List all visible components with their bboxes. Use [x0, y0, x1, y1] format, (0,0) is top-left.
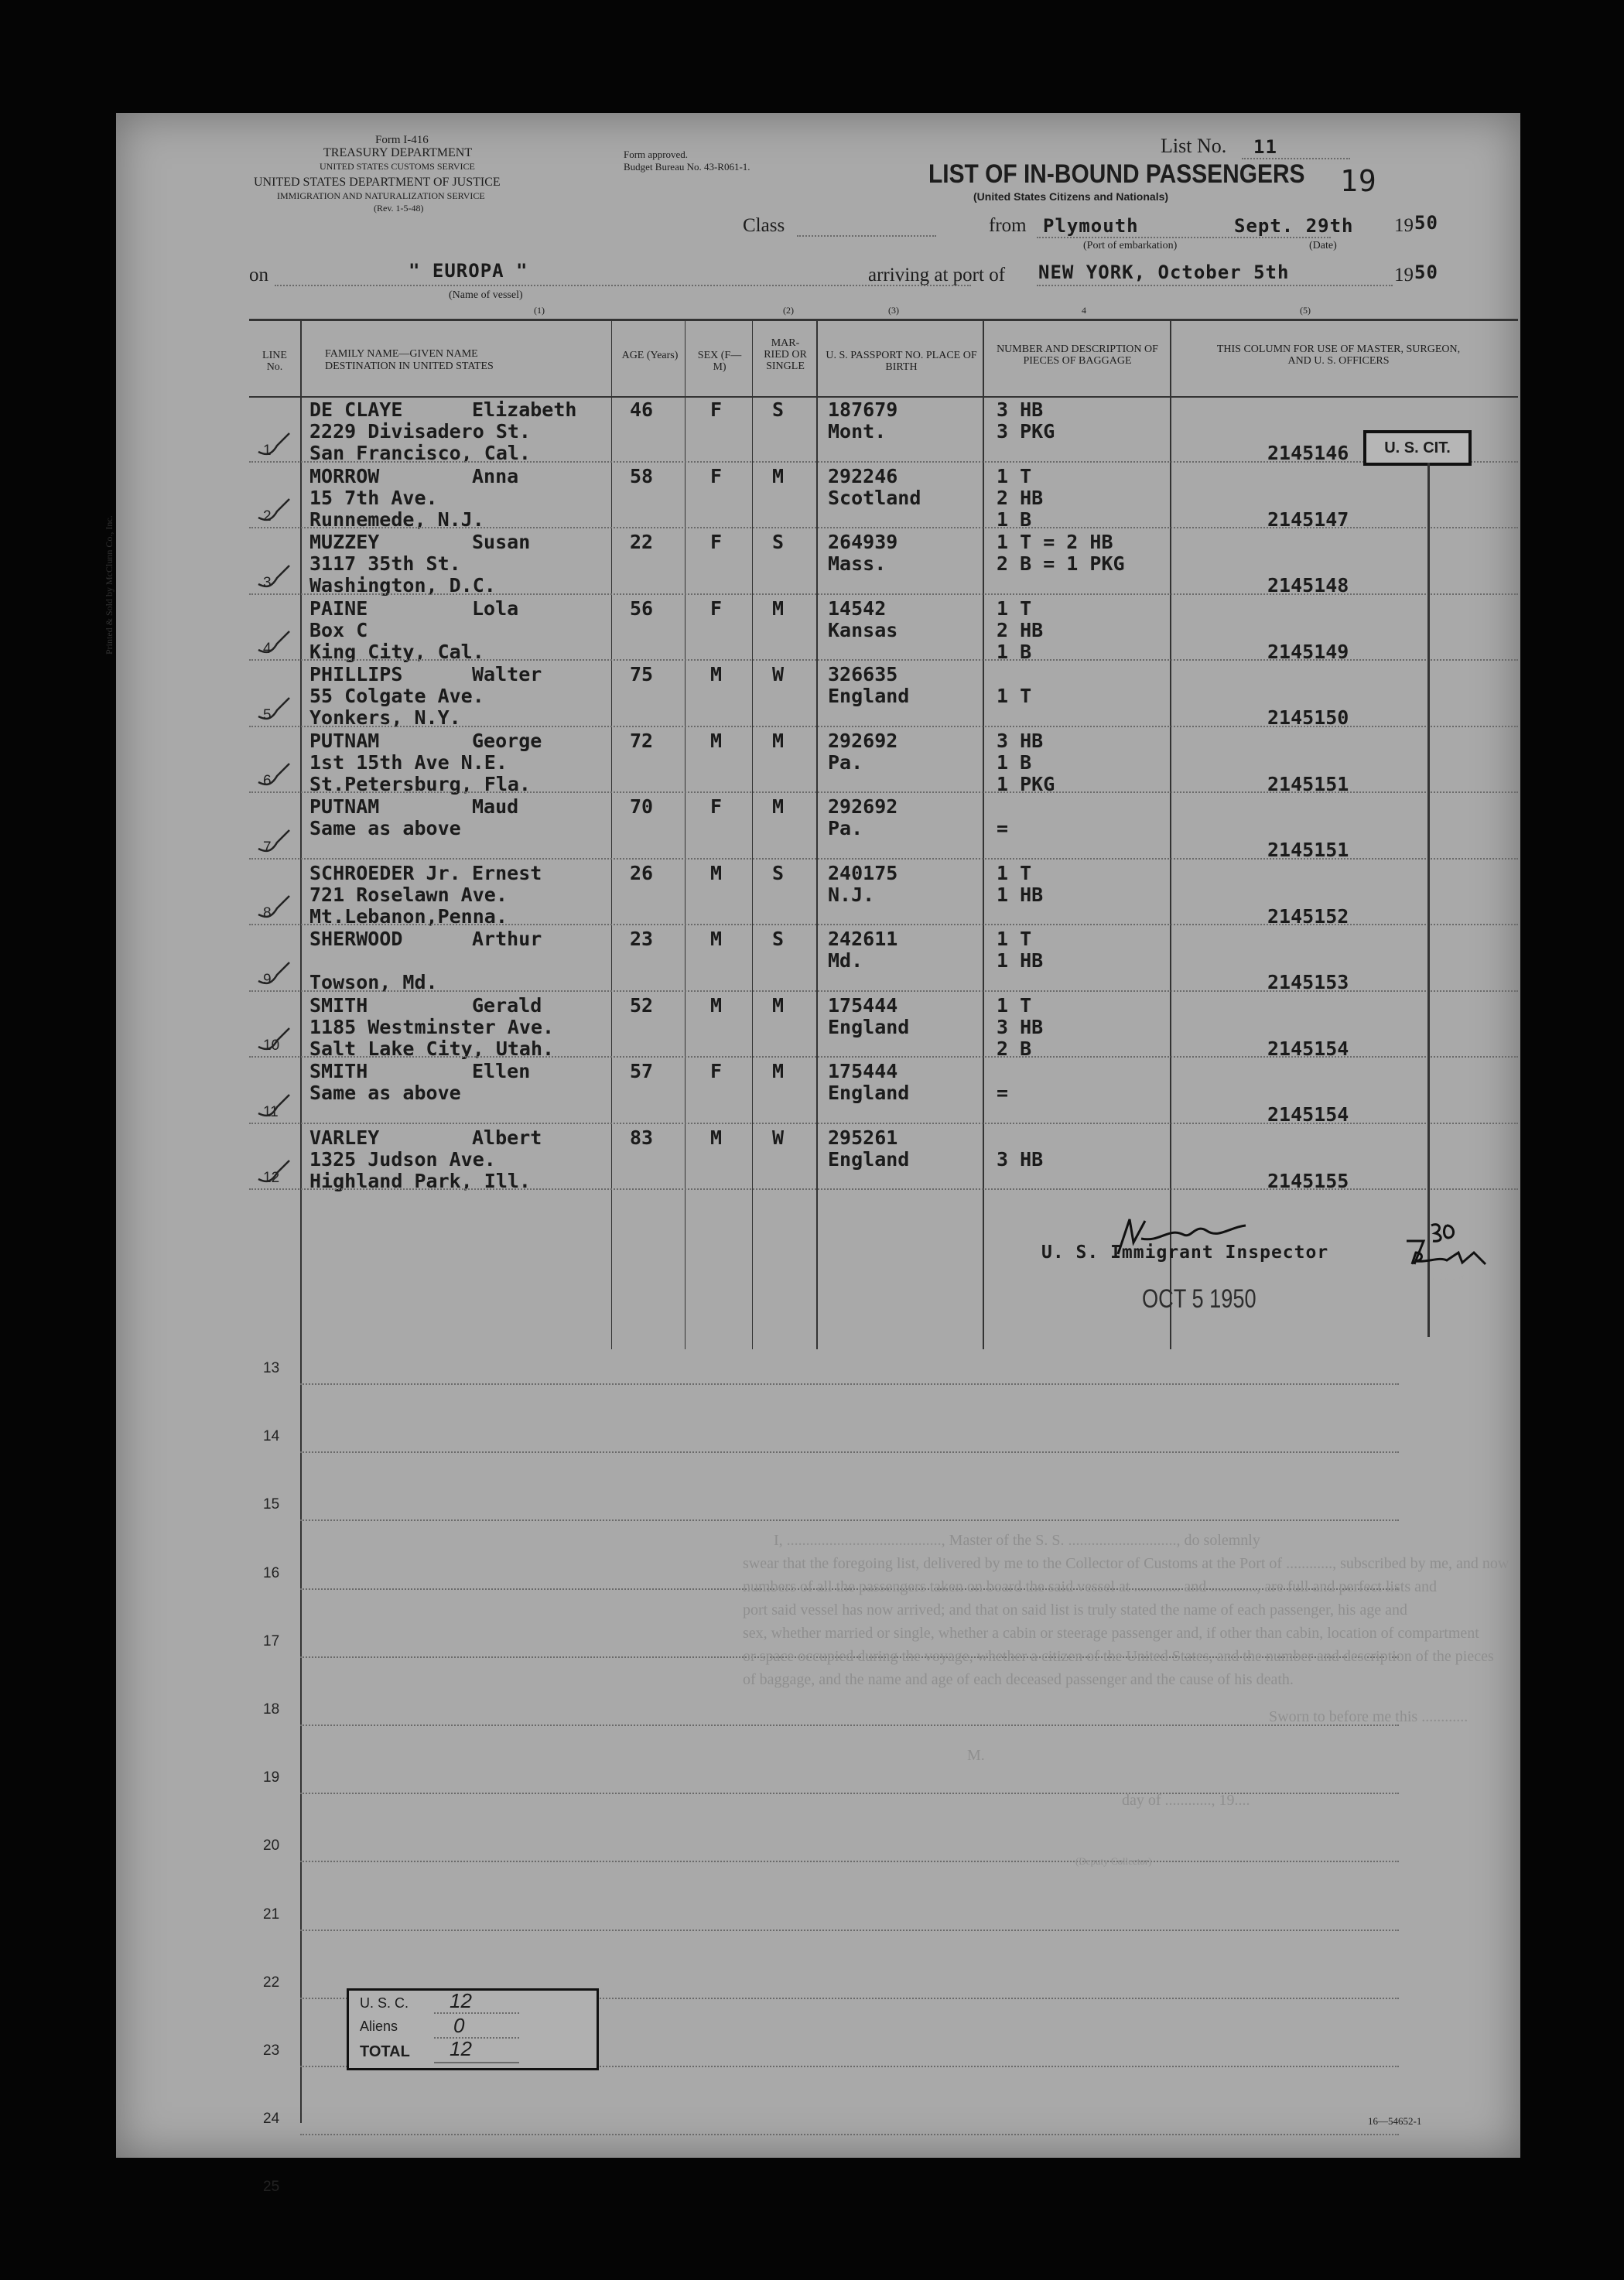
pax-officer-number: 2145147	[1267, 508, 1349, 531]
line-number: 1	[263, 442, 272, 459]
totals-box	[347, 1988, 599, 2070]
oath-collector: (Deputy Collector)	[1075, 1855, 1152, 1867]
pax-marital-status: S	[772, 861, 785, 884]
pax-passport-no: 292692	[828, 795, 898, 818]
arrival-year-prefix: 19	[1394, 265, 1414, 285]
vessel-caption: (Name of vessel)	[449, 289, 523, 301]
pax-address-street: 1185 Westminster Ave.	[309, 1015, 555, 1038]
arrival-year-suffix: 50	[1414, 261, 1438, 283]
passenger-row	[116, 793, 1520, 860]
check-mark-icon	[255, 693, 294, 724]
oath-line-2: swear that the foregoing list, delivered by me to the Collector of Customs at the Port of ............, subscribed by me, and now	[743, 1555, 1509, 1572]
table-top-rule	[249, 319, 1518, 321]
pax-marital-status: W	[772, 663, 785, 685]
vessel-line	[275, 285, 971, 286]
pax-family-name: MORROW	[309, 464, 380, 487]
customs-service: UNITED STATES CUSTOMS SERVICE	[320, 161, 475, 172]
list-subtitle: (United States Citizens and Nationals)	[973, 190, 1169, 203]
pax-officer-number: 2145154	[1267, 1037, 1349, 1060]
pax-officer-number: 2145154	[1267, 1103, 1349, 1126]
pax-family-name: SMITH	[309, 993, 368, 1017]
header-officers: THIS COLUMN FOR USE OF MASTER, SURGEON, AND U. S. OFFICERS	[1216, 344, 1461, 367]
pax-given-name: George	[472, 729, 542, 752]
pax-family-name: PHILLIPS	[309, 663, 403, 685]
date-caption: (Date)	[1309, 240, 1337, 251]
pax-age: 70	[630, 795, 654, 818]
date-stamp: OCT 5 1950	[1142, 1284, 1256, 1314]
pax-baggage-2: 3 PKG	[997, 420, 1055, 443]
header-married: MAR- RIED OR SINGLE	[764, 337, 807, 372]
pax-sex: M	[710, 1126, 723, 1149]
pax-address-city: Towson, Md.	[309, 971, 438, 993]
pax-age: 57	[630, 1060, 654, 1082]
revision: (Rev. 1-5-48)	[374, 203, 424, 214]
pax-given-name: Maud	[472, 795, 519, 818]
aliens-label: Aliens	[360, 2019, 398, 2034]
pax-given-name: Susan	[472, 531, 531, 553]
line-number: 8	[263, 905, 272, 921]
row-rule	[300, 2134, 1399, 2135]
manifest-sheet	[104, 113, 1520, 2196]
line-number: 13	[263, 1360, 280, 1376]
usc-value: 12	[450, 1989, 472, 2012]
pax-given-name: Elizabeth	[472, 398, 577, 421]
arrival-line	[1037, 285, 1393, 286]
budget-bureau: Budget Bureau No. 43-R061-1.	[624, 161, 750, 173]
header-age: AGE (Years)	[621, 350, 679, 361]
pax-baggage-2: =	[997, 1082, 1009, 1104]
passenger-row	[116, 661, 1520, 727]
pax-baggage-2: =	[997, 817, 1009, 839]
pax-baggage-2: 1 HB	[997, 949, 1044, 972]
list-no-label: List No.	[1161, 135, 1227, 157]
oath-m: M.	[967, 1747, 985, 1764]
inspector-time-note	[1400, 1218, 1493, 1280]
pax-address-city: Salt Lake City, Utah.	[309, 1037, 555, 1060]
inspector-title: U. S. Immigrant Inspector	[1041, 1243, 1329, 1263]
aliens-value: 0	[453, 2014, 465, 2037]
pax-age: 83	[630, 1126, 654, 1149]
line-number: 23	[263, 2042, 280, 2059]
pax-officer-number: 2145146	[1267, 442, 1349, 464]
pax-birthplace: Mont.	[828, 420, 887, 443]
pax-baggage-2: 3 HB	[997, 1015, 1044, 1038]
row-rule	[300, 1383, 1399, 1385]
pax-marital-status: M	[772, 993, 785, 1017]
pax-given-name: Lola	[472, 596, 519, 620]
check-mark-icon	[255, 1090, 294, 1121]
pax-age: 75	[630, 663, 654, 685]
pax-passport-no: 175444	[828, 993, 898, 1017]
pax-age: 72	[630, 729, 654, 752]
pax-officer-number: 2145151	[1267, 772, 1349, 795]
pax-given-name: Anna	[472, 464, 519, 487]
pax-birthplace: N.J.	[828, 883, 875, 906]
pax-marital-status: W	[772, 1126, 785, 1149]
pax-family-name: PUTNAM	[309, 729, 380, 752]
line-number: 16	[263, 1564, 280, 1581]
pax-address-city: St.Petersburg, Fla.	[309, 772, 531, 795]
total-line	[434, 2062, 519, 2063]
pax-address-city: San Francisco, Cal.	[309, 442, 531, 464]
pax-officer-number: 2145151	[1267, 839, 1349, 861]
pax-age: 58	[630, 464, 654, 487]
passenger-row	[116, 992, 1520, 1058]
pax-baggage-3: 1 B	[997, 640, 1032, 663]
port-embark-caption: (Port of embarkation)	[1083, 240, 1178, 251]
pax-baggage-3: 1 B	[997, 508, 1032, 531]
line-number: 10	[263, 1037, 280, 1054]
us-citizen-stamp	[1363, 430, 1472, 466]
pax-baggage-1: 1 T = 2 HB	[997, 531, 1113, 553]
pax-sex: M	[710, 861, 723, 884]
pax-sex: F	[710, 596, 723, 620]
aliens-line	[434, 2037, 519, 2039]
pax-age: 26	[630, 861, 654, 884]
pax-birthplace: England	[828, 1082, 910, 1104]
pax-sex: F	[710, 795, 723, 818]
check-mark-icon	[255, 891, 294, 922]
pax-passport-no: 14542	[828, 596, 887, 620]
pax-passport-no: 292246	[828, 464, 898, 487]
pax-family-name: SCHROEDER Jr.	[309, 861, 461, 884]
pax-baggage-1: 1 T	[997, 861, 1032, 884]
pax-baggage-1: 3 HB	[997, 398, 1044, 421]
pax-address-street: 15 7th Ave.	[309, 486, 438, 509]
line-number: 20	[263, 1837, 280, 1854]
line-number: 21	[263, 1906, 280, 1923]
header-passport: U. S. PASSPORT NO. PLACE OF BIRTH	[826, 350, 977, 373]
pax-marital-status: S	[772, 398, 785, 421]
pax-given-name: Gerald	[472, 993, 542, 1017]
pax-birthplace: England	[828, 685, 910, 707]
line-number: 19	[263, 1769, 280, 1786]
oath-line-4: port said vessel has now arrived; and that on said list is truly stated the name of each passenger, his age and	[743, 1601, 1407, 1619]
total-value: 12	[450, 2037, 472, 2060]
pax-officer-number: 2145148	[1267, 574, 1349, 596]
line-number: 2	[263, 508, 272, 525]
pax-sex: F	[710, 398, 723, 421]
pax-address-city: King City, Cal.	[309, 640, 484, 663]
line-number: 18	[263, 1701, 280, 1718]
pax-family-name: SHERWOOD	[309, 928, 403, 950]
from-label: from	[989, 215, 1027, 236]
row-rule	[300, 1725, 1399, 1726]
oath-sworn: Sworn to before me this ............	[1269, 1708, 1468, 1725]
header-name: FAMILY NAME—GIVEN NAME	[325, 348, 478, 360]
line-number: 4	[263, 641, 272, 657]
row-rule	[249, 1188, 1518, 1190]
pax-baggage-1: 1 T	[997, 928, 1032, 950]
line-number: 25	[263, 2179, 280, 2196]
pax-address-city: Runnemede, N.J.	[309, 508, 484, 531]
pax-address-street: 1325 Judson Ave.	[309, 1147, 496, 1171]
treasury-department: TREASURY DEPARTMENT	[323, 146, 473, 159]
pax-baggage-2: 2 B = 1 PKG	[997, 552, 1125, 575]
pax-address-street: 55 Colgate Ave.	[309, 685, 484, 707]
pax-officer-number: 2145150	[1267, 706, 1349, 729]
pax-passport-no: 175444	[828, 1060, 898, 1082]
pax-marital-status: M	[772, 729, 785, 752]
pax-marital-status: M	[772, 596, 785, 620]
year-suffix: 50	[1414, 212, 1438, 234]
pax-age: 46	[630, 398, 654, 421]
pax-age: 22	[630, 531, 654, 553]
header-baggage: NUMBER AND DESCRIPTION OF PIECES OF BAGGAGE	[997, 344, 1158, 367]
pax-address-city: Washington, D.C.	[309, 574, 496, 596]
pax-baggage-1: 1 T	[997, 596, 1032, 620]
pax-officer-number: 2145149	[1267, 640, 1349, 663]
from-line	[1037, 237, 1331, 238]
check-mark-icon	[255, 1024, 294, 1055]
pax-birthplace: Pa.	[828, 817, 863, 839]
pax-address-city: Highland Park, Ill.	[309, 1169, 531, 1192]
class-label: Class	[743, 215, 785, 236]
pax-address-street: Same as above	[309, 817, 461, 839]
check-mark-icon	[255, 1156, 294, 1187]
header-line-no: LINE No.	[262, 350, 287, 373]
header-destination: DESTINATION IN UNITED STATES	[325, 361, 494, 372]
pax-passport-no: 242611	[828, 928, 898, 950]
pax-passport-no: 187679	[828, 398, 898, 421]
line-number: 17	[263, 1632, 280, 1649]
pax-family-name: PAINE	[309, 596, 368, 620]
pax-baggage-1: 1 T	[997, 464, 1032, 487]
line-number: 24	[263, 2111, 280, 2128]
printer-credit: Printed & Sold by McClunn Co., Inc.	[104, 515, 115, 655]
pax-passport-no: 295261	[828, 1126, 898, 1149]
total-label: TOTAL	[360, 2043, 410, 2060]
pax-family-name: SMITH	[309, 1060, 368, 1082]
line-number: 22	[263, 1974, 280, 1991]
row-rule	[300, 1861, 1399, 1862]
pax-birthplace: England	[828, 1147, 910, 1171]
pax-baggage-1: 1 T	[997, 993, 1032, 1017]
pax-baggage-2: 2 HB	[997, 618, 1044, 641]
pax-officer-number: 2145153	[1267, 971, 1349, 993]
on-label: on	[249, 265, 268, 285]
passenger-row	[116, 860, 1520, 926]
pax-marital-status: M	[772, 795, 785, 818]
pax-passport-no: 264939	[828, 531, 898, 553]
pax-age: 23	[630, 928, 654, 950]
passenger-row	[116, 727, 1520, 794]
pax-baggage-2: 1 HB	[997, 883, 1044, 906]
line-number: 5	[263, 706, 272, 723]
check-mark-icon	[255, 561, 294, 592]
pax-sex: M	[710, 663, 723, 685]
passenger-row	[116, 396, 1520, 463]
line-number: 7	[263, 839, 272, 856]
col-number-4: 4	[1082, 305, 1086, 316]
pax-given-name: Albert	[472, 1126, 542, 1149]
oath-line-7: of baggage, and the name and age of each deceased passenger and the cause of his death.	[743, 1671, 1294, 1688]
form-number: Form I-416	[375, 134, 429, 146]
pax-given-name: Walter	[472, 663, 542, 685]
pax-birthplace: England	[828, 1015, 910, 1038]
from-port: Plymouth	[1043, 215, 1139, 237]
oath-line-1: I, ........................................, Master of the S. S. ............................, do solemnly	[774, 1532, 1260, 1549]
pax-address-city: Yonkers, N.Y.	[309, 706, 461, 729]
pax-address-street: 2229 Divisadero St.	[309, 420, 531, 443]
arriving-label: arriving at port of	[868, 265, 1006, 285]
pax-birthplace: Mass.	[828, 552, 887, 575]
page-number: 19	[1340, 164, 1377, 198]
row-rule	[300, 1930, 1399, 1931]
pax-marital-status: M	[772, 464, 785, 487]
line-number: 3	[263, 574, 272, 591]
form-approved: Form approved.	[624, 149, 689, 160]
pax-baggage-2: 2 HB	[997, 486, 1044, 509]
line-number: 12	[263, 1170, 280, 1186]
vessel-name: " EUROPA "	[409, 260, 528, 282]
dept-justice: UNITED STATES DEPARTMENT OF JUSTICE	[254, 176, 501, 189]
passenger-row	[116, 1124, 1520, 1191]
list-no-value: 11	[1253, 136, 1277, 158]
class-line	[797, 235, 936, 237]
pax-birthplace: Scotland	[828, 486, 921, 509]
line-number: 14	[263, 1428, 280, 1445]
line-number: 15	[263, 1496, 280, 1513]
passenger-row	[116, 1058, 1520, 1124]
line-number: 6	[263, 773, 272, 789]
col-number-5: (5)	[1300, 305, 1311, 316]
col-number-1: (1)	[534, 305, 545, 316]
pax-birthplace: Pa.	[828, 750, 863, 774]
col-number-3: (3)	[888, 305, 899, 316]
pax-officer-number: 2145155	[1267, 1169, 1349, 1192]
passenger-row	[116, 528, 1520, 595]
pax-family-name: VARLEY	[309, 1126, 380, 1149]
year-prefix: 19	[1394, 215, 1414, 236]
check-mark-icon	[255, 826, 294, 856]
line-number: 9	[263, 971, 272, 988]
passenger-row	[116, 925, 1520, 992]
passenger-row	[116, 463, 1520, 529]
pax-given-name: Ellen	[472, 1060, 531, 1082]
check-mark-icon	[255, 759, 294, 790]
pax-birthplace: Kansas	[828, 618, 898, 641]
pax-address-street: 3117 35th St.	[309, 552, 461, 575]
pax-family-name: DE CLAYE	[309, 398, 403, 421]
pax-officer-number: 2145152	[1267, 904, 1349, 928]
inspector-signature	[1114, 1212, 1253, 1266]
row-rule	[300, 1519, 1399, 1521]
ins-service: IMMIGRATION AND NATURALIZATION SERVICE	[277, 190, 485, 201]
pax-age: 56	[630, 596, 654, 620]
us-citizen-stamp-text: U. S. CIT.	[1384, 439, 1451, 456]
stamp-vertical-line	[1427, 463, 1430, 1337]
pax-address-city: Mt.Lebanon,Penna.	[309, 904, 508, 928]
line-number: 11	[263, 1103, 279, 1120]
pax-passport-no: 326635	[828, 663, 898, 685]
pax-age: 52	[630, 993, 654, 1017]
oath-day: day of ............, 19....	[1122, 1792, 1250, 1809]
oath-line-3: numbers of all the passengers taken on board the said vessel at ............ and ............, are full and perfect lists and	[743, 1578, 1437, 1595]
pax-given-name: Arthur	[472, 928, 542, 950]
pax-sex: M	[710, 729, 723, 752]
pax-passport-no: 292692	[828, 729, 898, 752]
usc-line	[434, 2012, 519, 2014]
row-rule	[300, 1451, 1399, 1453]
pax-marital-status: S	[772, 531, 785, 553]
pax-sex: F	[710, 464, 723, 487]
pax-sex: F	[710, 1060, 723, 1082]
check-mark-icon	[255, 958, 294, 989]
departure-date: Sept. 29th	[1234, 215, 1354, 237]
pax-sex: F	[710, 531, 723, 553]
col-number-2: (2)	[783, 305, 794, 316]
list-title: LIST OF IN-BOUND PASSENGERS	[928, 159, 1305, 189]
usc-label: U. S. C.	[360, 1995, 409, 2011]
passenger-row	[116, 595, 1520, 661]
pax-family-name: PUTNAM	[309, 795, 380, 818]
pax-family-name: MUZZEY	[309, 531, 380, 553]
pax-marital-status: S	[772, 928, 785, 950]
pax-birthplace: Md.	[828, 949, 863, 972]
inspector-note-text: 7:30 a.m.	[1431, 1273, 1468, 1282]
pax-address-street: Box C	[309, 618, 368, 641]
check-mark-icon	[255, 627, 294, 658]
pax-marital-status: M	[772, 1060, 785, 1082]
arrival-port: NEW YORK, October 5th	[1038, 261, 1290, 283]
oath-line-6: or space occupied during the voyage, whether a citizen of the United States, and the number and description of the pieces	[743, 1648, 1494, 1665]
pax-address-street: 721 Roselawn Ave.	[309, 883, 508, 906]
check-mark-icon	[255, 494, 294, 525]
pax-baggage-3: 2 B	[997, 1037, 1032, 1060]
pax-baggage-1: 3 HB	[997, 729, 1044, 752]
check-mark-icon	[255, 429, 294, 460]
pax-address-street: 1st 15th Ave N.E.	[309, 750, 508, 774]
header-sex: SEX (F—M)	[697, 350, 742, 373]
footer-code: 16—54652-1	[1368, 2115, 1422, 2127]
pax-sex: M	[710, 928, 723, 950]
pax-baggage-3: 1 PKG	[997, 772, 1055, 795]
pax-address-street: Same as above	[309, 1082, 461, 1104]
pax-baggage-2: 3 HB	[997, 1147, 1044, 1171]
pax-passport-no: 240175	[828, 861, 898, 884]
pax-sex: M	[710, 993, 723, 1017]
pax-baggage-2: 1 T	[997, 685, 1032, 707]
oath-line-5: sex, whether married or single, whether a cabin or steerage passenger and, if other than cabin, location of compartment	[743, 1625, 1479, 1642]
pax-baggage-2: 1 B	[997, 750, 1032, 774]
pax-given-name: Ernest	[472, 861, 542, 884]
